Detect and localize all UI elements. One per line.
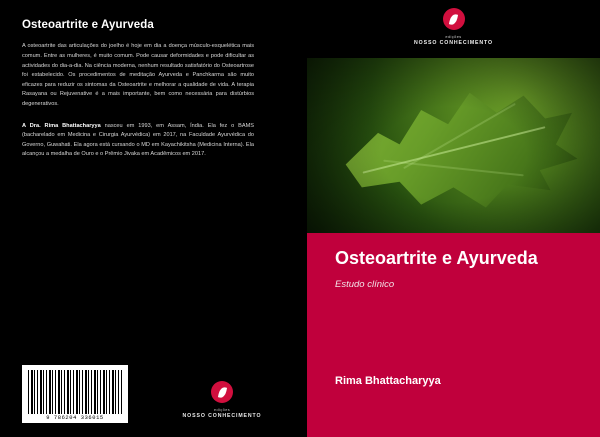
author-bio-text: nasceu em 1993, em Assam, Índia. Ela fez o BAMS (bacharelado em Medicina e Cirurgia Ayurvédica) em 2017, na Faculdade Ayurvédica do Governo, Guwahati. Ela agora está cursando o MD em Kayachikitsha (Medicina Interna). Ela alcançou a medalha de Ouro e o Prêmio Jivaka em Acadêmicos em 2017.: [22, 122, 254, 158]
book-spine: [299, 0, 307, 437]
back-publisher-name: NOSSO CONHECIMENTO: [182, 413, 262, 419]
cover-photo-leaf: [307, 58, 600, 233]
barcode: [22, 365, 128, 423]
front-publisher-name: NOSSO CONHECIMENTO: [414, 40, 493, 46]
front-cover-author: Rima Bhattacharyya: [335, 375, 441, 387]
photo-vignette: [307, 58, 600, 233]
back-cover-author-bio: [22, 122, 254, 160]
back-cover-description: A osteoartrite das articulações do joelho é hoje em dia a doença músculo-esquelética mais comum. Entre as mulheres, é muito comum. Pode causar deformidades e pode dificultar as actividades do dia-a-dia. Na ciência moderna, nenhum resultado satisfatório do Osteoartrose foi estabelecido. Os procedimentos de meditação Ayurveda e Panchkarma são muito eficazes para reduzir os sintomas da Osteoartrite e melhorar a qualidade de vida. A terapia Rasayana ou Rejuvenative é a mais importante, bem como necessária para distúrbios degenerativos.: [22, 43, 254, 108]
barcode-bars-icon: [28, 370, 122, 414]
front-cover-panel: [307, 0, 600, 437]
leaf-logo-icon: [211, 381, 233, 403]
front-cover-text: [335, 248, 576, 290]
front-cover-title: Osteoartrite e Ayurveda: [335, 248, 538, 268]
author-bio-name: A Dra. Rima Bhattacharyya: [22, 122, 101, 129]
front-publisher-logo: [307, 8, 600, 46]
leaf-logo-icon: [443, 8, 465, 30]
back-publisher-logo: [179, 381, 265, 419]
barcode-number: 9 786204 336015: [46, 415, 104, 421]
front-cover-subtitle: Estudo clínico: [335, 278, 395, 290]
front-publisher-edicoes: edições: [445, 34, 462, 39]
barcode-block: [22, 365, 140, 423]
back-cover-title: Osteoartrite e Ayurveda: [22, 19, 154, 31]
back-cover-panel: [0, 0, 299, 437]
back-publisher-edicoes: edições: [213, 407, 231, 412]
